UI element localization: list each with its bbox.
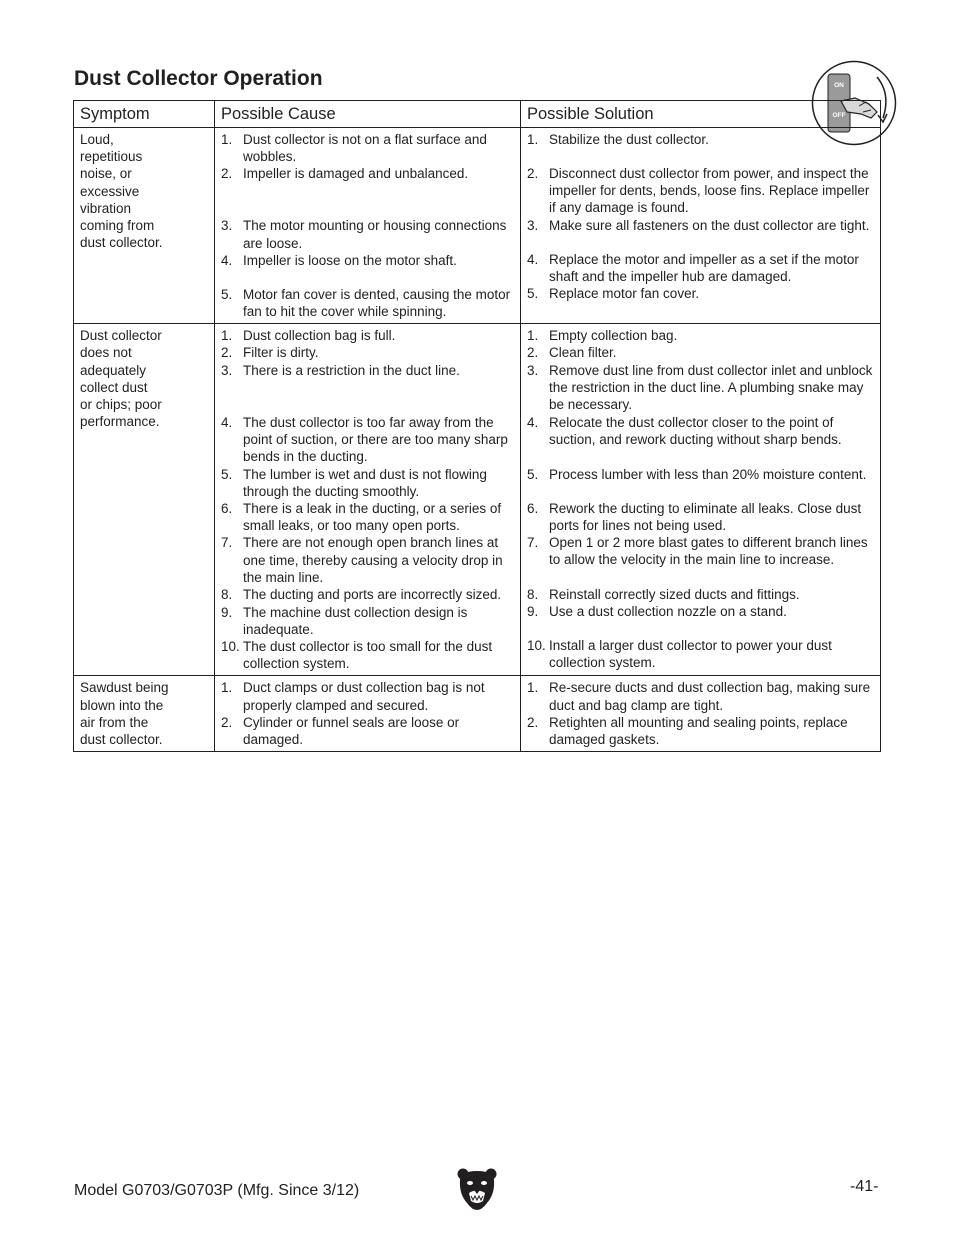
- solution-number: 8.: [527, 587, 539, 603]
- cause-item: [221, 344, 514, 361]
- solution-number: 4.: [527, 414, 539, 430]
- solution-text: Stabilize the dust collector.: [549, 132, 709, 147]
- solution-number: 5.: [527, 466, 539, 482]
- cause-item: [221, 165, 514, 217]
- cause-item: [221, 217, 514, 251]
- solution-text: Open 1 or 2 more blast gates to different branch lines to allow the velocity in the main line to increase.: [549, 535, 868, 568]
- solution-text: Remove dust line from dust collector inlet and unblock the restriction in the duct line. A plumbing snake may be necessary.: [549, 362, 873, 413]
- solution-text: Relocate the dust collector closer to the point of suction, and rework ducting without sharp bends.: [549, 414, 842, 447]
- grizzly-bear-logo-icon: [457, 1166, 497, 1212]
- solution-text: Re-secure ducts and dust collection bag, making sure duct and bag clamp are tight.: [549, 680, 871, 713]
- solution-number: 1.: [527, 680, 539, 696]
- cause-cell: [215, 676, 521, 752]
- solution-text: Process lumber with less than 20% moisture content.: [549, 466, 867, 482]
- solution-text: Rework the ducting to eliminate all leaks. Close dust ports for lines not being used.: [549, 500, 862, 533]
- solution-cell: [521, 324, 881, 676]
- cause-text: The lumber is wet and dust is not flowing through the ducting smoothly.: [243, 466, 487, 499]
- solution-number: 3.: [527, 218, 539, 233]
- cause-text: The ducting and ports are incorrectly sized.: [243, 587, 502, 603]
- solution-text: Install a larger dust collector to power your dust collection system.: [549, 638, 832, 671]
- solution-number: 7.: [527, 535, 539, 551]
- cause-number: 8.: [221, 587, 233, 603]
- solution-number: 10.: [527, 638, 546, 654]
- solution-number: 2.: [527, 345, 539, 361]
- cause-text: There is a restriction in the duct line.: [243, 362, 460, 378]
- solution-number: 2.: [527, 166, 539, 181]
- solution-number: 1.: [527, 328, 539, 344]
- solution-item: [527, 679, 874, 713]
- solution-text: Reinstall correctly sized ducts and fittings.: [549, 587, 800, 603]
- cause-number: 3.: [221, 218, 233, 234]
- solution-number: 4.: [527, 252, 539, 267]
- cause-number: 2.: [221, 714, 233, 730]
- cause-number: 4.: [221, 252, 233, 268]
- cause-number: 10.: [221, 639, 240, 655]
- cause-item: [221, 131, 514, 165]
- table-row: [74, 676, 881, 752]
- cause-item: [221, 586, 514, 603]
- cause-text: There is a leak in the ducting, or a series of small leaks, or too many open ports.: [243, 501, 502, 534]
- cause-text: Cylinder or funnel seals are loose or damaged.: [243, 714, 460, 748]
- cause-item: [221, 286, 514, 320]
- solution-text: Disconnect dust collector from power, and inspect the impeller for dents, bends, loose fins. Replace impeller if any damage is found.: [549, 166, 870, 216]
- solution-number: 5.: [527, 286, 539, 302]
- cause-item: [221, 466, 514, 500]
- solution-item: [527, 466, 874, 500]
- solution-number: 1.: [527, 132, 539, 147]
- cause-item: [221, 638, 514, 672]
- solution-cell: [521, 128, 881, 324]
- cause-number: 7.: [221, 535, 233, 551]
- page-number: -41-: [850, 1178, 879, 1195]
- page-title: Dust Collector Operation: [74, 67, 323, 90]
- cause-text: Dust collection bag is full.: [243, 328, 396, 344]
- switch-on-label: ON: [834, 82, 844, 89]
- cause-cell: [215, 128, 521, 324]
- header-possible-cause: Possible Cause: [215, 101, 521, 128]
- cause-number: 5.: [221, 286, 233, 302]
- cause-text: Duct clamps or dust collection bag is not properly clamped and secured.: [243, 680, 485, 713]
- solution-text: Empty collection bag.: [549, 328, 678, 344]
- symptom-cell: Dust collector does not adequately collect dust or chips; poor performance.: [74, 324, 215, 676]
- cause-text: Impeller is loose on the motor shaft.: [243, 252, 457, 268]
- solution-text: Make sure all fasteners on the dust collector are tight.: [549, 218, 870, 233]
- cause-number: 3.: [221, 362, 233, 378]
- cause-text: The machine dust collection design is inadequate.: [243, 604, 468, 637]
- footer-model: Model G0703/G0703P (Mfg. Since 3/12): [74, 1182, 360, 1199]
- cause-item: [221, 327, 514, 344]
- cause-item: [221, 534, 514, 586]
- cause-text: There are not enough open branch lines at one time, thereby causing a velocity drop in the main line.: [243, 535, 503, 585]
- table-row: [74, 324, 881, 676]
- symptom-cell: Loud, repetitious noise, or excessive vibration coming from dust collector.: [74, 128, 215, 324]
- header-symptom: Symptom: [74, 101, 215, 128]
- cause-text: The dust collector is too far away from the point of suction, or there are too many sharp bends in the ducting.: [243, 414, 508, 465]
- cause-number: 2.: [221, 345, 233, 361]
- cause-item: [221, 679, 514, 713]
- cause-number: 1.: [221, 328, 233, 344]
- cause-item: [221, 252, 514, 286]
- solution-item: [527, 165, 874, 217]
- cause-item: [221, 414, 514, 466]
- table-row: [74, 128, 881, 324]
- solution-text: Replace the motor and impeller as a set if the motor shaft and the impeller hub are damaged.: [549, 252, 859, 285]
- cause-text: Motor fan cover is dented, causing the motor fan to hit the cover while spinning.: [243, 286, 511, 320]
- solution-number: 3.: [527, 362, 539, 378]
- cause-item: [221, 362, 514, 414]
- cause-item: [221, 714, 514, 748]
- solution-text: Replace motor fan cover.: [549, 286, 700, 302]
- solution-item: [527, 131, 874, 165]
- cause-number: 1.: [221, 680, 233, 696]
- solution-item: [527, 534, 874, 586]
- solution-item: [527, 500, 874, 534]
- solution-number: 6.: [527, 500, 539, 516]
- cause-number: 9.: [221, 604, 233, 620]
- solution-text: Clean filter.: [549, 345, 617, 361]
- cause-text: Dust collector is not on a flat surface and wobbles.: [243, 132, 487, 165]
- solution-item: [527, 603, 874, 637]
- cause-text: The dust collector is too small for the dust collection system.: [243, 639, 493, 672]
- solution-item: [527, 362, 874, 414]
- solution-number: 2.: [527, 714, 539, 730]
- cause-number: 5.: [221, 466, 233, 482]
- symptom-cell: Sawdust being blown into the air from the dust collector.: [74, 676, 215, 752]
- cause-number: 4.: [221, 414, 233, 430]
- solution-item: [527, 714, 874, 748]
- solution-item: [527, 344, 874, 361]
- switch-off-label: OFF: [832, 112, 846, 119]
- solution-item: [527, 327, 874, 344]
- cause-item: [221, 500, 514, 534]
- solution-cell: [521, 676, 881, 752]
- solution-text: Use a dust collection nozzle on a stand.: [549, 604, 787, 620]
- header-possible-solution: Possible Solution: [521, 101, 881, 128]
- cause-text: The motor mounting or housing connections are loose.: [243, 218, 507, 251]
- table-header-row: [74, 101, 881, 128]
- cause-number: 6.: [221, 501, 233, 517]
- cause-item: [221, 604, 514, 638]
- cause-number: 2.: [221, 166, 233, 182]
- solution-item: [527, 586, 874, 603]
- solution-number: 9.: [527, 604, 539, 620]
- troubleshooting-table: [73, 100, 881, 752]
- solution-item: [527, 285, 874, 319]
- solution-text: Retighten all mounting and sealing points, replace damaged gaskets.: [549, 714, 848, 748]
- cause-cell: [215, 324, 521, 676]
- cause-text: Filter is dirty.: [243, 345, 319, 361]
- solution-item: [527, 637, 874, 671]
- cause-number: 1.: [221, 132, 233, 147]
- cause-text: Impeller is damaged and unbalanced.: [243, 166, 469, 182]
- solution-item: [527, 217, 874, 251]
- solution-item: [527, 414, 874, 466]
- solution-item: [527, 251, 874, 285]
